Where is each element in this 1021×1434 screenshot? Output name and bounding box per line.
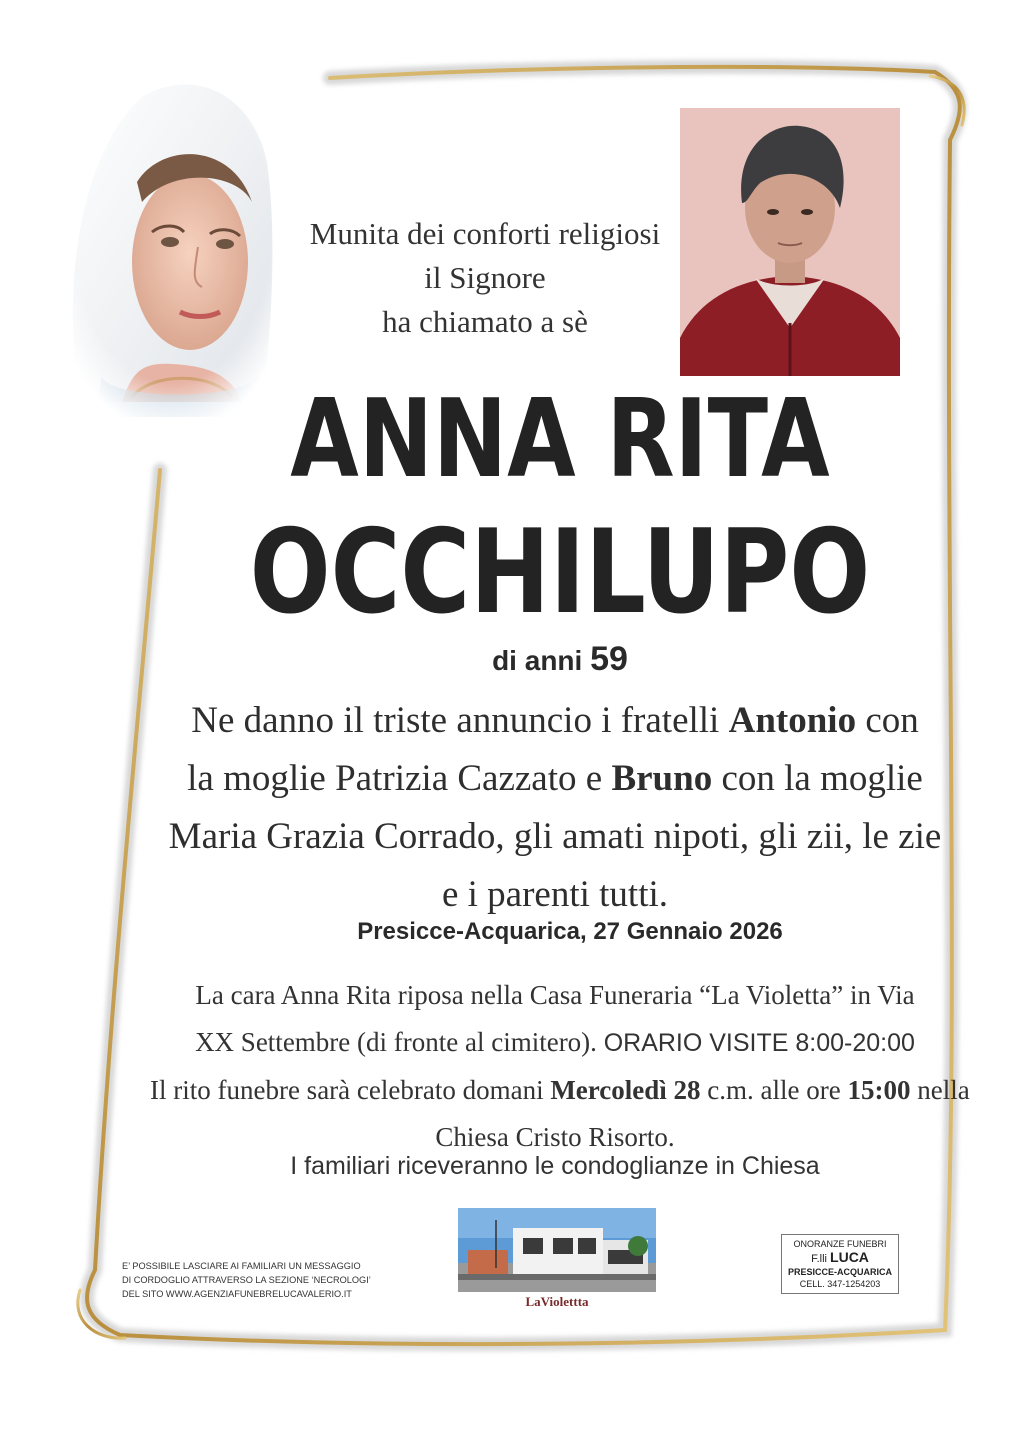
visiting-hours: ORARIO VISITE 8:00-20:00 — [603, 1029, 915, 1057]
agency-line-2 — [782, 1250, 898, 1266]
announcement-line-3: Maria Grazia Corrado, gli amati nipoti, gli zii, le zie — [168, 816, 942, 857]
details-l3-a: Il rito funebre sarà celebrato domani — [150, 1075, 551, 1105]
details-l3-d: 15:00 — [847, 1075, 911, 1105]
intro-line-3: ha chiamato a sè — [382, 304, 588, 339]
announcement-l1-a: Ne danno il triste annuncio i fratelli — [191, 700, 729, 741]
announcement-line-1 — [150, 692, 960, 750]
announcement-l1-b: Antonio — [728, 700, 857, 741]
announcement-l1-c: con — [856, 700, 919, 741]
deceased-age — [460, 640, 660, 679]
agency-line-1: ONORANZE FUNEBRI — [793, 1239, 887, 1249]
footnote-line-1: E’ POSSIBILE LASCIARE AI FAMILIARI UN MESSAGGIO — [122, 1261, 361, 1271]
funeral-home-name: LaViolettta — [525, 1294, 589, 1309]
agency-l2-b: LUCA — [830, 1249, 869, 1265]
details-line-4: Chiesa Cristo Risorto. — [435, 1122, 675, 1152]
details-l2-a: XX Settembre (di fronte al cimitero). — [195, 1027, 604, 1057]
announcement-l2-a: la moglie Patrizia Cazzato e — [187, 758, 612, 799]
details-line-1: La cara Anna Rita riposa nella Casa Funeraria “La Violetta” in Via — [195, 980, 915, 1010]
footnote-line-3: DEL SITO WWW.AGENZIAFUNEBRELUCAVALERIO.IT — [122, 1289, 352, 1299]
intro-line-2: il Signore — [424, 260, 546, 295]
agency-line-4: CELL. 347-1254203 — [799, 1279, 881, 1289]
age-label: di anni — [492, 645, 583, 676]
footnote-line-2: DI CORDOGLIO ATTRAVERSO LA SEZIONE ‘NECROLOGI’ — [122, 1275, 371, 1285]
deceased-surname: OCCHILUPO — [249, 505, 871, 640]
announcement-line-2 — [150, 750, 960, 808]
funeral-details — [150, 972, 970, 1161]
announcement-line-4: e i parenti tutti. — [441, 874, 669, 915]
details-l3-b: Mercoledì 28 — [550, 1075, 701, 1105]
details-line-2 — [150, 1019, 960, 1067]
details-line-3 — [150, 1067, 970, 1114]
intro-line-1: Munita dei conforti religiosi — [309, 216, 661, 251]
agency-box — [781, 1234, 899, 1294]
agency-l2-a: F.lli — [811, 1253, 831, 1265]
intro-text — [290, 212, 680, 344]
place-date: Presicce-Acquarica, 27 Gennaio 2026 — [357, 918, 783, 945]
madonna-image — [62, 72, 282, 417]
funeral-home-photo — [458, 1208, 656, 1292]
announcement-l2-b: Bruno — [611, 758, 713, 799]
condolences-note: I familiari riceveranno le condoglianze in Chiesa — [290, 1152, 820, 1180]
footnote — [122, 1259, 412, 1301]
announcement-l2-c: con la moglie — [712, 758, 923, 799]
announcement — [150, 692, 960, 924]
age-value: 59 — [590, 640, 628, 678]
deceased-first-names: ANNA RITA — [290, 377, 830, 502]
details-l3-e: nella — [910, 1075, 970, 1105]
deceased-photo — [680, 108, 900, 376]
details-l3-c: c.m. alle ore — [700, 1075, 848, 1105]
agency-line-3: PRESICCE-ACQUARICA — [787, 1267, 892, 1277]
